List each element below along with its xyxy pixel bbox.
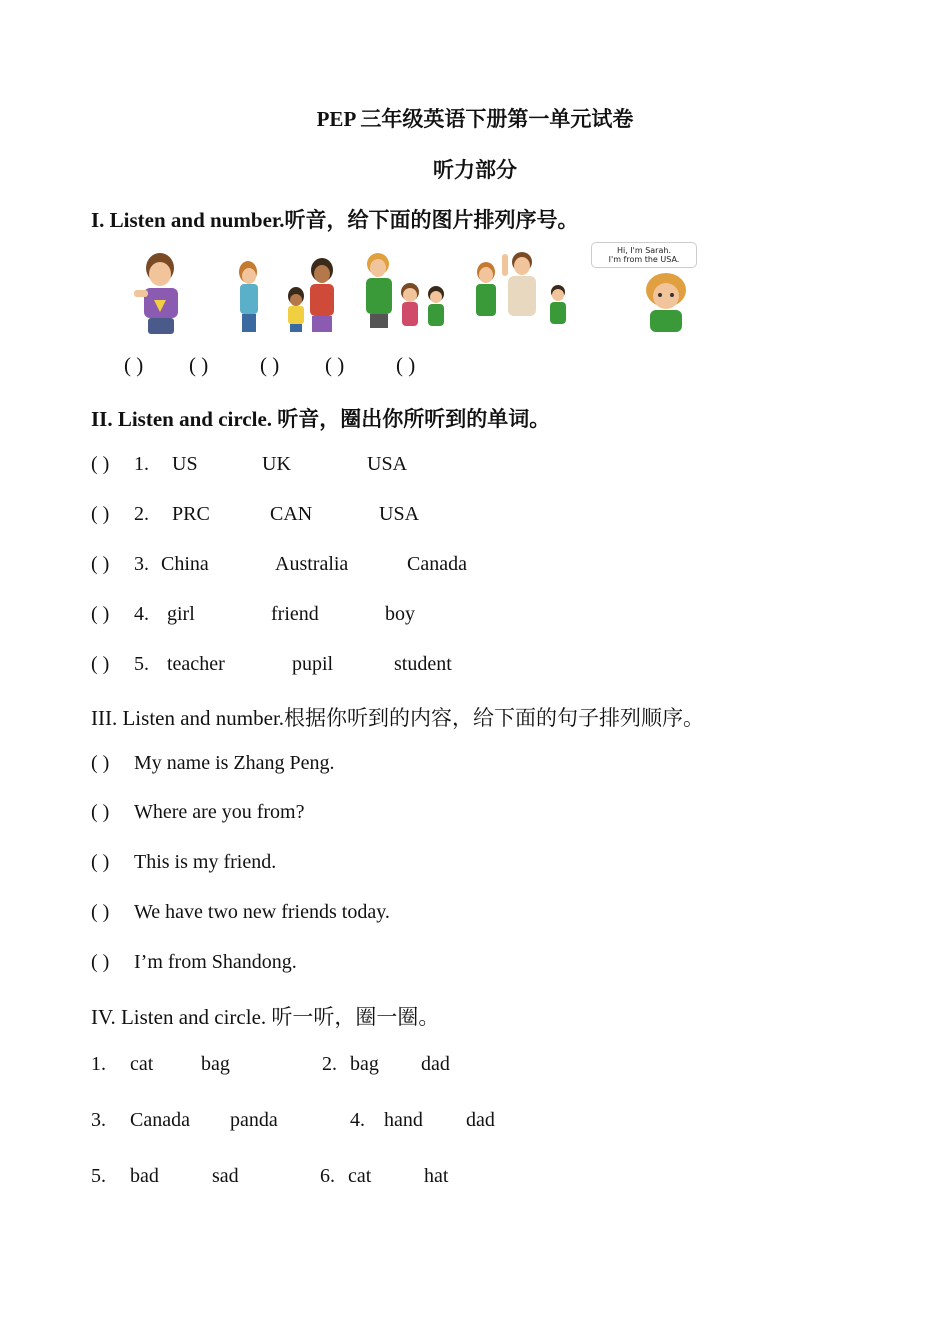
s2-num-5: 5. [134, 653, 149, 675]
s3-sentence-2: Where are you from? [134, 801, 305, 823]
s3-sentence-4: We have two new friends today. [134, 901, 390, 923]
s4-num-6: 6. [320, 1165, 335, 1187]
s3-sentence-3: This is my friend. [134, 851, 277, 873]
s2-word: USA [379, 503, 420, 525]
s4-word[interactable]: sad [212, 1165, 239, 1187]
s4-word[interactable]: cat [348, 1165, 372, 1187]
s4-word[interactable]: bag [201, 1053, 230, 1075]
picture-blank-2[interactable]: ( ) [189, 353, 209, 377]
s2-num-4: 4. [134, 603, 149, 625]
s2-word: student [394, 653, 452, 675]
section-3-heading: III. Listen and number.根据你听到的内容，给下面的句子排列顺序。 [91, 706, 705, 730]
s4-num-1: 1. [91, 1053, 106, 1075]
picture-woman-children [362, 252, 452, 330]
s4-num-2: 2. [322, 1053, 337, 1075]
s3-paren-1[interactable]: ( ) [91, 752, 110, 774]
s4-word[interactable]: panda [230, 1109, 278, 1131]
s3-paren-3[interactable]: ( ) [91, 851, 110, 873]
s2-word: China [161, 553, 209, 575]
s2-word: UK [262, 453, 291, 475]
s2-word: USA [367, 453, 408, 475]
picture-boy-pointing [130, 250, 192, 336]
s4-word[interactable]: bad [130, 1165, 159, 1187]
section-4-heading: IV. Listen and circle. 听一听，圈一圈。 [91, 1005, 440, 1029]
s4-num-3: 3. [91, 1109, 106, 1131]
s3-paren-5[interactable]: ( ) [91, 951, 110, 973]
s2-paren-2[interactable]: ( ) [91, 503, 110, 525]
picture-blank-3[interactable]: ( ) [260, 353, 280, 377]
s3-sentence-1: My name is Zhang Peng. [134, 752, 335, 774]
s2-paren-1[interactable]: ( ) [91, 453, 110, 475]
s4-word[interactable]: hand [384, 1109, 423, 1131]
s4-word[interactable]: Canada [130, 1109, 190, 1131]
s4-word[interactable]: hat [424, 1165, 449, 1187]
s2-word: pupil [292, 653, 334, 675]
s2-word: girl [167, 603, 195, 625]
s4-word[interactable]: dad [466, 1109, 495, 1131]
page-title: PEP 三年级英语下册第一单元试卷 [316, 107, 634, 131]
picture-teacher-students [234, 258, 344, 334]
s2-paren-4[interactable]: ( ) [91, 603, 110, 625]
speech-line-1: Hi, I'm Sarah. [616, 246, 671, 255]
s2-num-2: 2. [134, 503, 149, 525]
section-2-heading: II. Listen and circle. 听音，圈出你所听到的单词。 [91, 407, 551, 431]
s4-num-5: 5. [91, 1165, 106, 1187]
section-1-heading: I. Listen and number.听音，给下面的图片排列序号。 [91, 208, 579, 232]
s2-word: teacher [167, 653, 225, 675]
s2-word: US [172, 453, 198, 475]
s2-word: Canada [407, 553, 467, 575]
picture-girl-sarah [636, 270, 700, 334]
s4-num-4: 4. [350, 1109, 365, 1131]
speech-line-2: I'm from the USA. [608, 255, 680, 264]
s2-paren-3[interactable]: ( ) [91, 553, 110, 575]
s3-paren-2[interactable]: ( ) [91, 801, 110, 823]
s2-num-1: 1. [134, 453, 149, 475]
s2-word: CAN [270, 503, 313, 525]
picture-man-greeting [472, 250, 572, 330]
s2-paren-5[interactable]: ( ) [91, 653, 110, 675]
picture-blank-4[interactable]: ( ) [325, 353, 345, 377]
s2-word: friend [271, 603, 319, 625]
s2-word: boy [385, 603, 415, 625]
picture-blank-1[interactable]: ( ) [124, 353, 144, 377]
s2-num-3: 3. [134, 553, 149, 575]
page-subtitle: 听力部分 [433, 158, 517, 182]
s4-word[interactable]: bag [350, 1053, 379, 1075]
s2-word: PRC [172, 503, 210, 525]
speech-bubble [591, 242, 697, 268]
s4-word[interactable]: dad [421, 1053, 450, 1075]
s2-word: Australia [275, 553, 349, 575]
s4-word[interactable]: cat [130, 1053, 154, 1075]
s3-paren-4[interactable]: ( ) [91, 901, 110, 923]
picture-blank-5[interactable]: ( ) [396, 353, 416, 377]
s3-sentence-5: I’m from Shandong. [134, 951, 297, 973]
